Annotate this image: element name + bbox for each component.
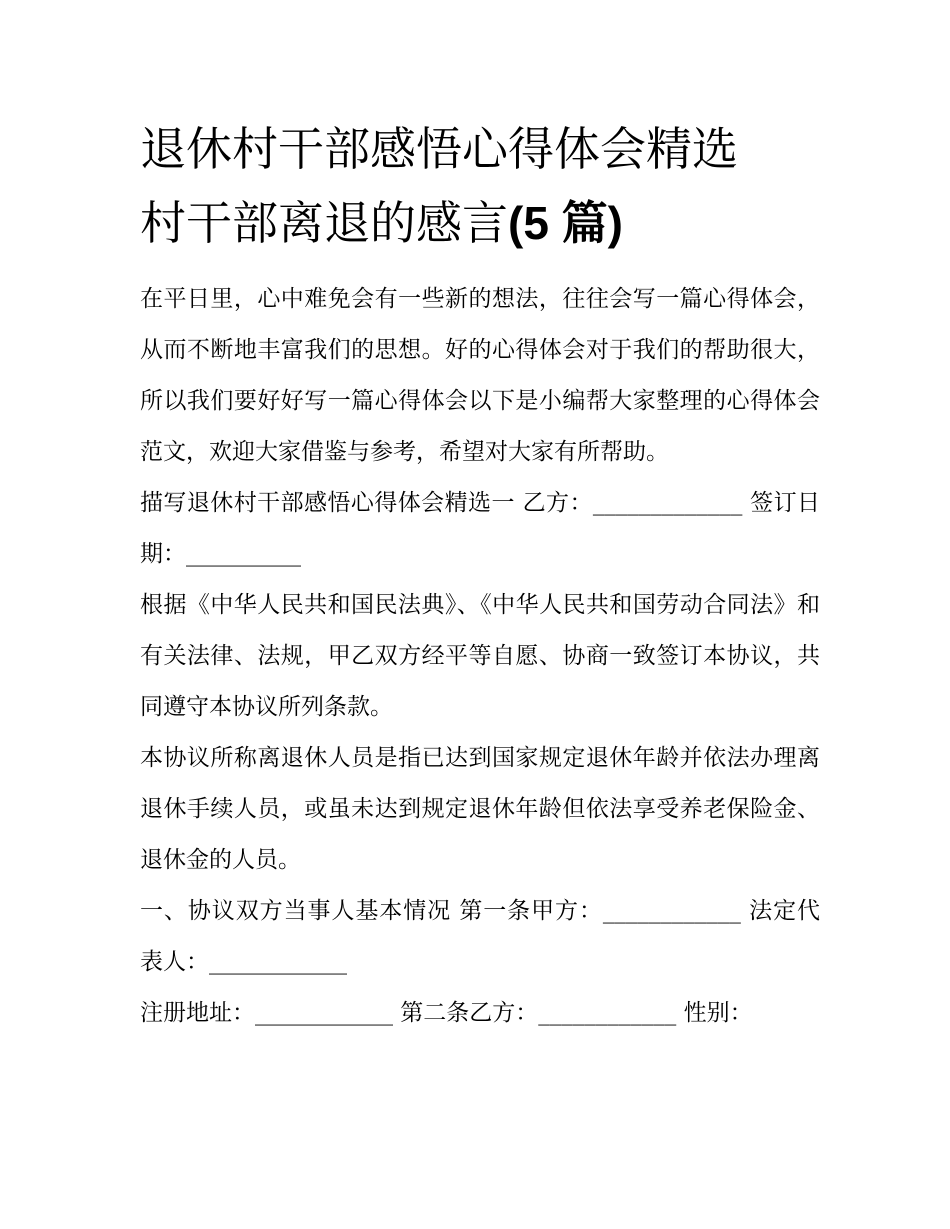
party-b-paragraph: 注册地址：____________ 第二条乙方：____________ 性别： [140,1000,753,1026]
title-line-2 [140,186,820,260]
section-heading-paragraph: 描写退休村干部感悟心得体会精选一 乙方：_____________ 签订日期：__________ [140,490,820,567]
party-a-paragraph: 一、协议双方当事人基本情况 第一条甲方：____________ 法定代表人：____________ [140,898,820,975]
intro-paragraph: 在平日里，心中难免会有一些新的想法，往往会写一篇心得体会，从而不断地丰富我们的思想。好的心得体会对于我们的帮助很大，所以我们要好好写一篇心得体会以下是小编帮大家整理的心得体会范文，欢迎大家借鉴与参考，希望对大家有所帮助。 [140,286,820,465]
title-line-2-text: 村干部离退的感言 [140,196,508,250]
document-page [140,112,820,1039]
title-count: (5 篇) [508,197,623,249]
definition-paragraph: 本协议所称离退休人员是指已达到国家规定退休年龄并依法办理离退休手续人员，或虽未达到规定退休年龄但依法享受养老保险金、退休金的人员。 [140,745,820,873]
legal-basis-paragraph: 根据《中华人民共和国民法典》、《中华人民共和国劳动合同法》和有关法律、法规，甲乙双方经平等自愿、协商一致签订本协议，共同遵守本协议所列条款。 [140,592,820,720]
document-title [140,112,820,260]
title-line-1: 退休村干部感悟心得体会精选 [140,122,738,176]
